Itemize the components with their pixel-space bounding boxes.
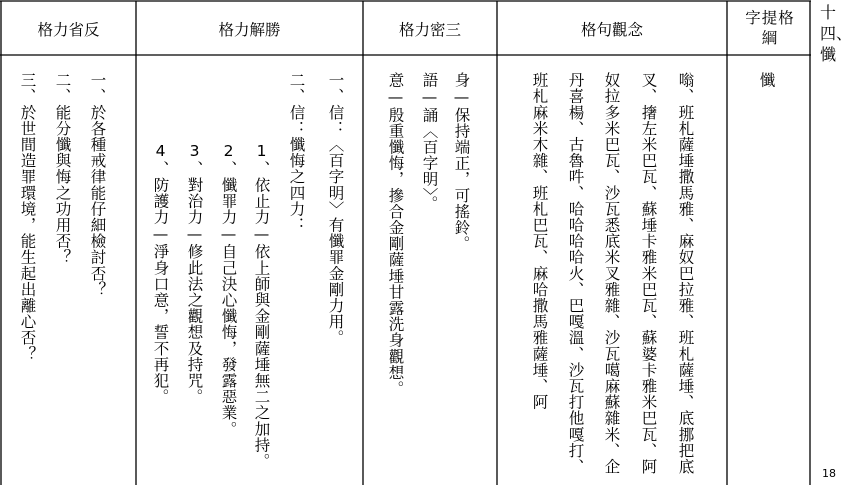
reflection-item: 二、能分懺與悔之功用否？ xyxy=(53,72,72,266)
four-powers-sub-2: 2、懺罪力—自己決心懺悔，發露惡業。 xyxy=(219,142,238,437)
reflection-item: 三、於世間造罪環境，能生起出離心否？ xyxy=(18,72,37,362)
header-reflection: 格力省反 xyxy=(37,21,100,39)
mantra-line: 丹喜楊、古魯吽、哈哈哈哈火、巴嘎溫、沙瓦打他嘎打、 xyxy=(566,72,585,475)
mantra-line: 嗡、班札薩埵撒馬雅、麻奴巴拉雅、班札薩埵、底挪把底 xyxy=(676,72,695,475)
header-concept: 格句觀念 xyxy=(580,21,643,39)
four-powers-sub-3: 3、對治力—修此法之觀想及持咒。 xyxy=(185,142,204,405)
reflection-item: 一、於各種戒律能仔細檢討否？ xyxy=(88,72,107,298)
four-powers-item-1: 一、信：〈百字明〉有懺罪金剛力用。 xyxy=(326,72,345,346)
header-four-powers: 格力解勝 xyxy=(218,21,281,39)
four-powers-sub-4: 4、防護力—淨身口意，誓不再犯。 xyxy=(151,142,170,405)
three-secrets-body: 身—保持端正，可搖鈴。 xyxy=(452,72,471,252)
three-secrets-speech: 語—誦〈百字明〉。 xyxy=(420,72,439,212)
header-outline: 字提格綱 xyxy=(745,9,795,48)
four-powers-sub-1: 1、依止力—依上師與金剛薩埵無二之加持。 xyxy=(252,142,271,469)
outline-term: 懺 xyxy=(757,72,776,89)
three-secrets-mind: 意—殷重懺悔，摻合金剛薩埵甘露洗身觀想。 xyxy=(386,72,405,397)
four-powers-item-2: 二、信：懺悔之四力： xyxy=(287,72,306,233)
mantra-line: 奴拉多米巴瓦、沙瓦悉底米叉雅雜、沙瓦噶麻蘇雜米、企 xyxy=(602,72,621,475)
mantra-line: 班札麻米木雜、班札巴瓦、麻哈撒馬雅薩埵、阿 xyxy=(530,72,549,411)
mantra-line: 叉、撦左米巴瓦、蘇埵卡雅米巴瓦、蘇婆卡雅米巴瓦、阿 xyxy=(639,72,658,475)
section-number: 十四、懺 xyxy=(820,3,852,65)
page-number: 18 xyxy=(822,467,836,480)
header-three-secrets: 格力密三 xyxy=(398,21,461,39)
